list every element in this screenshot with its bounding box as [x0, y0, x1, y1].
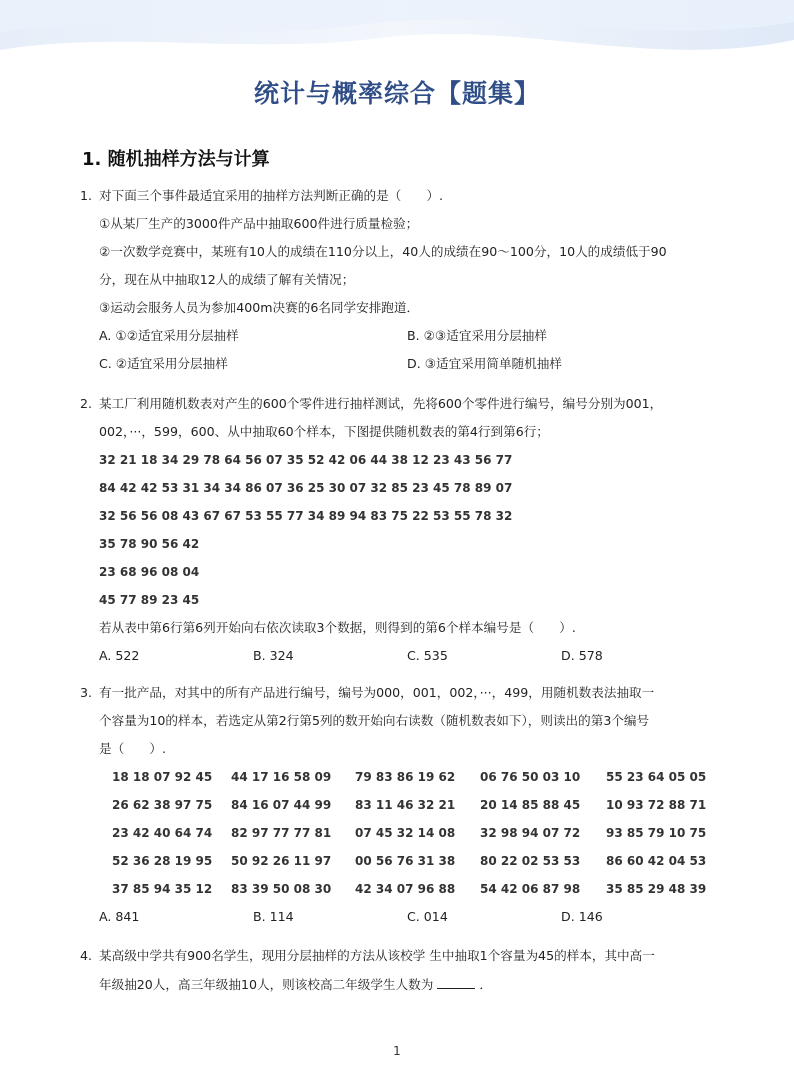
- question-number: 3.: [80, 685, 93, 700]
- table-cell: 42 34 07 96 88: [355, 882, 456, 896]
- page-number: 1: [393, 1044, 401, 1058]
- random-number-row: 32 56 56 08 43 67 67 53 55 77 34 89 94 83 75 22 53 55 78 32: [99, 509, 513, 523]
- table-cell: 44 17 16 58 09: [231, 770, 332, 784]
- question-stem-end: ．: [479, 977, 492, 992]
- option-c[interactable]: C. ②适宜采用分层抽样: [99, 356, 228, 371]
- option-b[interactable]: B. ②③适宜采用分层抽样: [407, 328, 547, 343]
- option-d[interactable]: D. 578: [561, 648, 603, 663]
- table-cell: 83 11 46 32 21: [355, 798, 456, 812]
- question-stem: 有一批产品，对其中的所有产品进行编号，编号为000，001，002，···，499，用随机数表法抽取一: [99, 685, 655, 700]
- random-number-row: 23 68 96 08 04: [99, 565, 200, 579]
- table-cell: 20 14 85 88 45: [480, 798, 581, 812]
- table-cell: 00 56 76 31 38: [355, 854, 456, 868]
- table-cell: 54 42 06 87 98: [480, 882, 581, 896]
- question-item: ③运动会服务人员为参加400m决赛的6名同学安排跑道．: [99, 300, 420, 315]
- question-stem: 002，···，599，600、从中抽取60个样本，下图提供随机数表的第4行到第6行；: [99, 424, 549, 439]
- option-c[interactable]: C. 014: [407, 909, 448, 924]
- table-cell: 26 62 38 97 75: [112, 798, 213, 812]
- table-cell: 55 23 64 05 05: [606, 770, 707, 784]
- question-stem: 是（ ）.: [99, 741, 166, 756]
- table-cell: 07 45 32 14 08: [355, 826, 456, 840]
- question-stem: 个容量为10的样本，若选定从第2行第5列的数开始向右读数（随机数表如下），则读出的第3个编号: [99, 713, 650, 728]
- question-stem-line: [99, 976, 492, 993]
- table-cell: 84 16 07 44 99: [231, 798, 332, 812]
- table-cell: 79 83 86 19 62: [355, 770, 456, 784]
- option-a[interactable]: A. 841: [99, 909, 140, 924]
- option-b[interactable]: B. 114: [253, 909, 294, 924]
- question-item: 分，现在从中抽取12人的成绩了解有关情况；: [99, 272, 355, 287]
- random-number-row: 84 42 42 53 31 34 34 86 07 36 25 30 07 32 85 23 45 78 89 07: [99, 481, 513, 495]
- table-cell: 18 18 07 92 45: [112, 770, 213, 784]
- table-cell: 93 85 79 10 75: [606, 826, 707, 840]
- question-stem: 某高级中学共有900名学生，现用分层抽样的方法从该校学 生中抽取1个容量为45的样本，其中高一: [99, 948, 655, 963]
- question-stem: 某工厂利用随机数表对产生的600个零件进行抽样测试，先将600个零件进行编号，编号分别为001，: [99, 396, 663, 411]
- question-number: 2.: [80, 396, 93, 411]
- table-cell: 23 42 40 64 74: [112, 826, 213, 840]
- table-cell: 52 36 28 19 95: [112, 854, 213, 868]
- option-c[interactable]: C. 535: [407, 648, 448, 663]
- option-d[interactable]: D. ③适宜采用简单随机抽样: [407, 356, 562, 371]
- table-cell: 80 22 02 53 53: [480, 854, 581, 868]
- table-cell: 32 98 94 07 72: [480, 826, 581, 840]
- table-cell: 10 93 72 88 71: [606, 798, 707, 812]
- table-cell: 37 85 94 35 12: [112, 882, 213, 896]
- table-cell: 86 60 42 04 53: [606, 854, 707, 868]
- question-stem: 对下面三个事件最适宜采用的抽样方法判断正确的是（ ）.: [99, 188, 444, 203]
- question-item: ②一次数学竞赛中，某班有10人的成绩在110分以上，40人的成绩在90～100分，10人的成绩低于90: [99, 244, 667, 259]
- table-cell: 82 97 77 77 81: [231, 826, 332, 840]
- option-d[interactable]: D. 146: [561, 909, 603, 924]
- question-number: 1.: [80, 188, 93, 203]
- answer-blank[interactable]: [437, 976, 475, 989]
- header-wave-decoration: [0, 0, 794, 70]
- table-cell: 50 92 26 11 97: [231, 854, 332, 868]
- random-number-row: 45 77 89 23 45: [99, 593, 200, 607]
- option-b[interactable]: B. 324: [253, 648, 294, 663]
- table-cell: 06 76 50 03 10: [480, 770, 581, 784]
- question-stem: 年级抽20人，高三年级抽10人，则该校高二年级学生人数为: [99, 977, 434, 992]
- option-a[interactable]: A. 522: [99, 648, 140, 663]
- table-cell: 83 39 50 08 30: [231, 882, 332, 896]
- random-number-row: 35 78 90 56 42: [99, 537, 200, 551]
- table-cell: 35 85 29 48 39: [606, 882, 707, 896]
- page-title: 统计与概率综合【题集】: [253, 79, 540, 108]
- option-a[interactable]: A. ①②适宜采用分层抽样: [99, 328, 239, 343]
- question-item: ①从某厂生产的3000件产品中抽取600件进行质量检验；: [99, 216, 419, 231]
- random-number-row: 32 21 18 34 29 78 64 56 07 35 52 42 06 44 38 12 23 43 56 77: [99, 453, 513, 467]
- section-heading: 1. 随机抽样方法与计算: [82, 149, 270, 170]
- question-stem: 若从表中第6行第6列开始向右依次读取3个数据，则得到的第6个样本编号是（ ）.: [99, 620, 576, 635]
- question-number: 4.: [80, 948, 93, 963]
